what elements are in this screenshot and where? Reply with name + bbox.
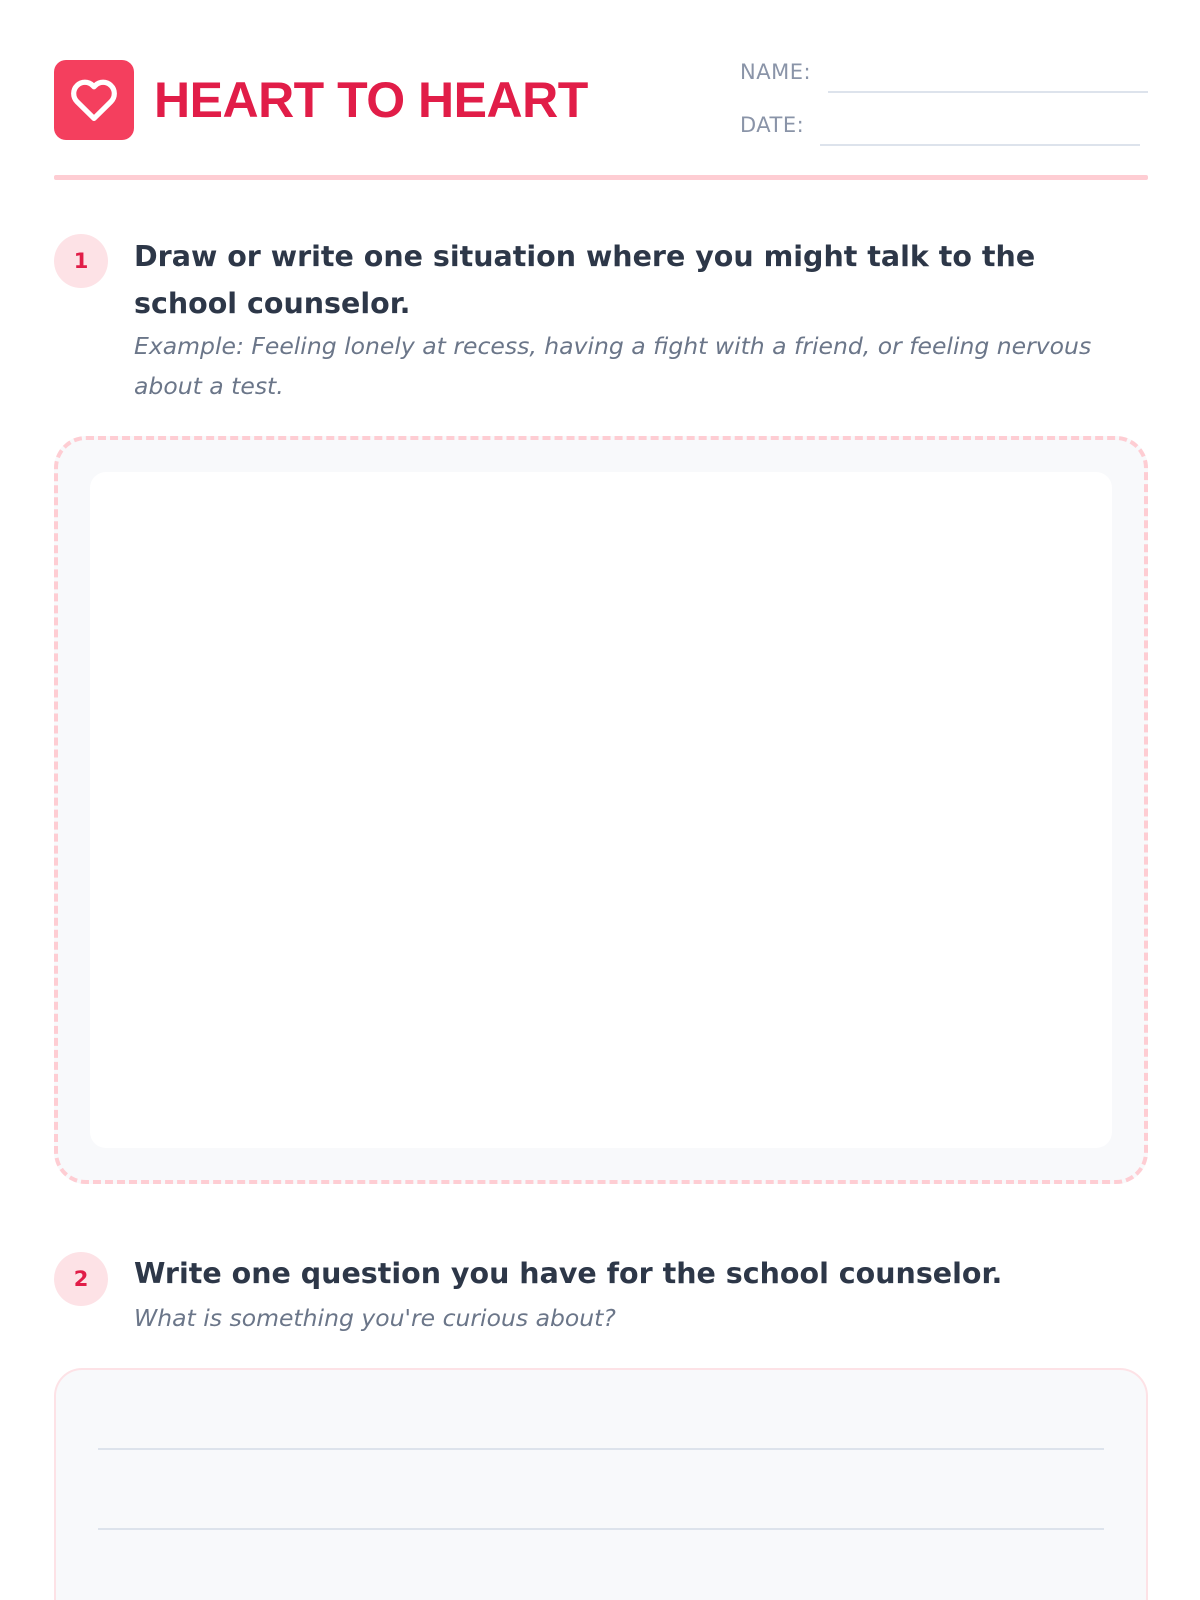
date-label: DATE: bbox=[740, 113, 805, 137]
answer-line bbox=[98, 1448, 1104, 1450]
header-divider bbox=[54, 175, 1148, 180]
question-2-prompt: Write one question you have for the school counselor. bbox=[134, 1257, 1003, 1290]
answer-writing-area[interactable] bbox=[54, 1368, 1148, 1600]
worksheet-title: HEART TO HEART bbox=[154, 72, 588, 128]
heart-icon bbox=[68, 74, 120, 126]
answer-line bbox=[98, 1528, 1104, 1530]
question-1-number-badge: 1 bbox=[54, 234, 108, 288]
name-field[interactable] bbox=[828, 91, 1148, 93]
logo-badge bbox=[54, 60, 134, 140]
question-1-hint: Example: Feeling lonely at recess, having a fight with a friend, or feeling nervous about a test. bbox=[134, 332, 1092, 400]
question-2-hint: What is something you're curious about? bbox=[134, 1304, 616, 1332]
name-label: NAME: bbox=[740, 60, 812, 84]
date-field[interactable] bbox=[820, 144, 1140, 146]
question-1-prompt: Draw or write one situation where you might talk to the school counselor. bbox=[134, 240, 1036, 320]
drawing-area bbox=[54, 436, 1148, 1184]
question-2-number-badge: 2 bbox=[54, 1252, 108, 1306]
drawing-canvas[interactable] bbox=[90, 472, 1112, 1148]
